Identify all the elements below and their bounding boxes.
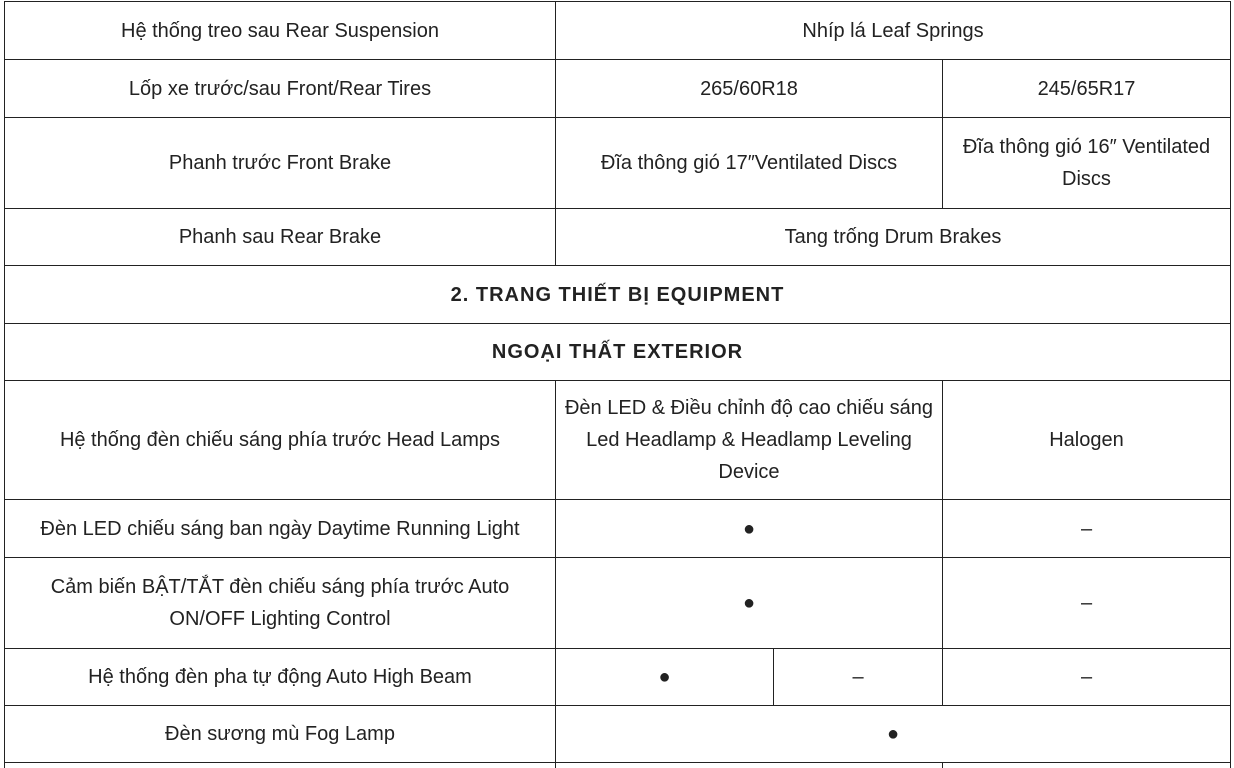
cell-drl-a: ●: [556, 500, 943, 558]
table-row: [5, 266, 1231, 324]
cell-rear-brake: Tang trống Drum Brakes: [556, 209, 1231, 266]
partial-row-cell: [943, 763, 1231, 768]
cell-auto-high-beam-a2: –: [774, 649, 943, 706]
cell-tires-a: 265/60R18: [556, 60, 943, 118]
section-heading-equipment: 2. TRANG THIẾT BỊ EQUIPMENT: [5, 266, 1231, 324]
table-row: [5, 649, 1231, 706]
cell-auto-lighting-b: –: [943, 558, 1231, 649]
table-row: [5, 706, 1231, 763]
table-row: [5, 209, 1231, 266]
cell-front-brake-b: Đĩa thông gió 16″ Ventilated Discs: [943, 118, 1231, 209]
cell-auto-high-beam-b: –: [943, 649, 1231, 706]
partial-row-cell: [5, 763, 556, 768]
table-row: [5, 381, 1231, 500]
specification-table: [4, 1, 1231, 768]
partial-row-cell: [556, 763, 943, 768]
row-label-rear-brake: Phanh sau Rear Brake: [5, 209, 556, 266]
table-row: [5, 500, 1231, 558]
row-label-auto-lighting: Cảm biến BẬT/TẮT đèn chiếu sáng phía trước Auto ON/OFF Lighting Control: [5, 558, 556, 649]
row-label-auto-high-beam: Hệ thống đèn pha tự động Auto High Beam: [5, 649, 556, 706]
table-row: [5, 60, 1231, 118]
section-heading-exterior: NGOẠI THẤT EXTERIOR: [5, 324, 1231, 381]
cell-drl-b: –: [943, 500, 1231, 558]
table-row: [5, 558, 1231, 649]
cell-head-lamps-b: Halogen: [943, 381, 1231, 500]
row-label-drl: Đèn LED chiếu sáng ban ngày Daytime Running Light: [5, 500, 556, 558]
row-label-rear-suspension: Hệ thống treo sau Rear Suspension: [5, 2, 556, 60]
cell-auto-high-beam-a1: ●: [556, 649, 774, 706]
table-row: [5, 324, 1231, 381]
cell-rear-suspension: Nhíp lá Leaf Springs: [556, 2, 1231, 60]
cell-auto-lighting-a: ●: [556, 558, 943, 649]
table-row: [5, 2, 1231, 60]
cell-tires-b: 245/65R17: [943, 60, 1231, 118]
cell-fog-lamp: ●: [556, 706, 1231, 763]
cell-head-lamps-a: Đèn LED & Điều chỉnh độ cao chiếu sáng Led Headlamp & Headlamp Leveling Device: [556, 381, 943, 500]
table-row: [5, 118, 1231, 209]
row-label-front-brake: Phanh trước Front Brake: [5, 118, 556, 209]
cell-front-brake-a: Đĩa thông gió 17″Ventilated Discs: [556, 118, 943, 209]
row-label-fog-lamp: Đèn sương mù Fog Lamp: [5, 706, 556, 763]
row-label-tires: Lốp xe trước/sau Front/Rear Tires: [5, 60, 556, 118]
row-label-head-lamps: Hệ thống đèn chiếu sáng phía trước Head Lamps: [5, 381, 556, 500]
table-row: [5, 763, 1231, 768]
